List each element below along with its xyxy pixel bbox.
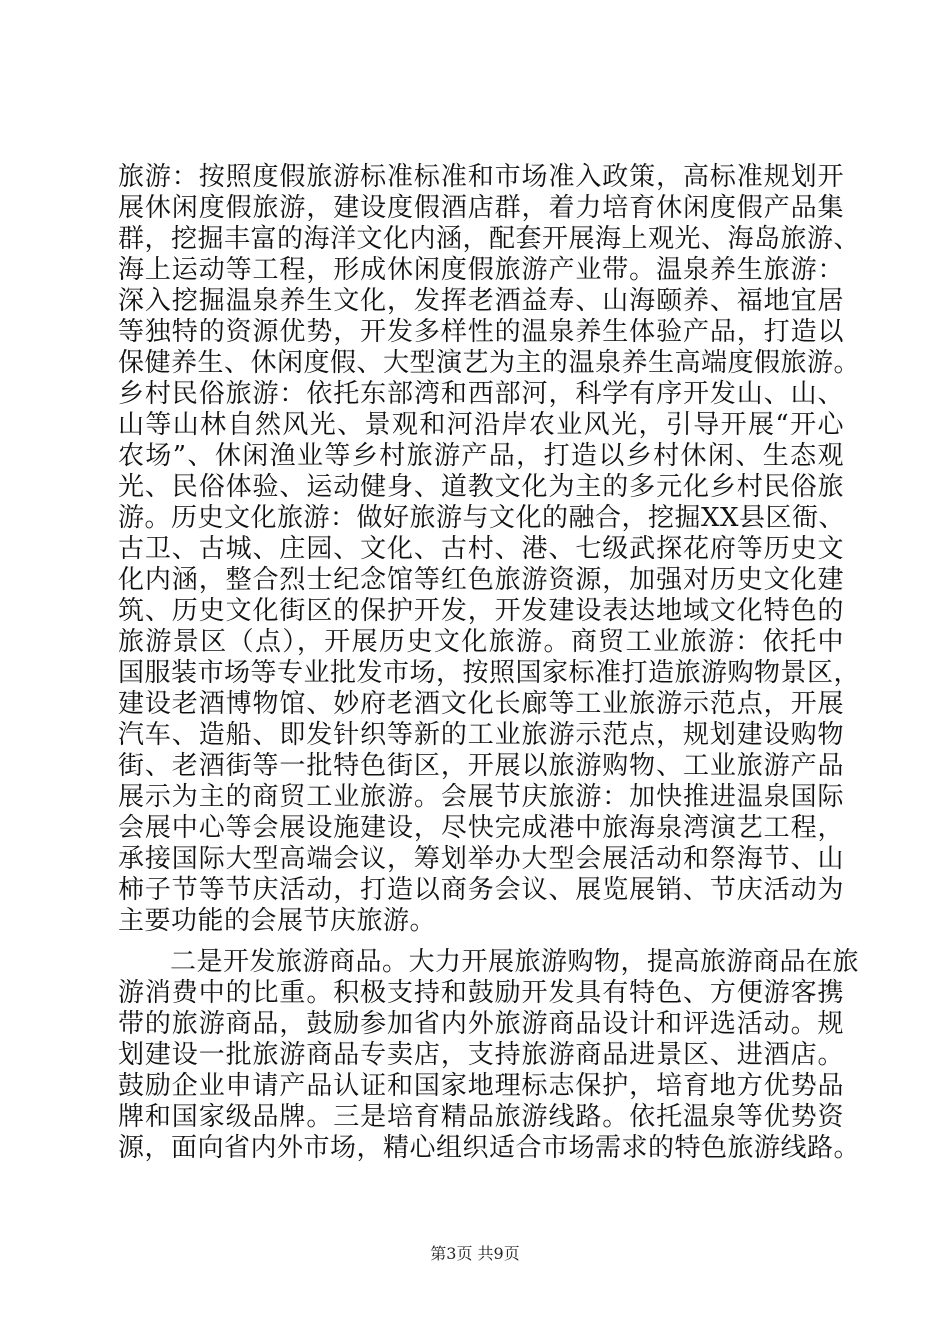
text-line: 牌和国家级品牌。三是培育精品旅游线路。依托温泉等优势资 bbox=[118, 1102, 844, 1132]
text-line: 农场”、休闲渔业等乡村旅游产品，打造以乡村休闲、生态观 bbox=[118, 441, 844, 471]
text-line: 筑、历史文化街区的保护开发，开发建设表达地域文化特色的 bbox=[118, 596, 844, 626]
text-line: 等独特的资源优势，开发多样性的温泉养生体验产品，打造以 bbox=[118, 317, 844, 347]
text-line: 展示为主的商贸工业旅游。会展节庆旅游：加快推进温泉国际 bbox=[118, 782, 844, 812]
text-line: 柿子节等节庆活动，打造以商务会议、展览展销、节庆活动为 bbox=[118, 875, 844, 905]
text-line: 承接国际大型高端会议，筹划举办大型会展活动和祭海节、山 bbox=[118, 844, 844, 874]
paragraph-gap bbox=[118, 937, 844, 947]
text-line: 展休闲度假旅游，建设度假酒店群，着力培育休闲度假产品集 bbox=[118, 193, 844, 223]
text-line: 汽车、造船、即发针织等新的工业旅游示范点，规划建设购物 bbox=[118, 720, 844, 750]
text-line: 保健养生、休闲度假、大型演艺为主的温泉养生高端度假旅游。 bbox=[118, 348, 861, 378]
text-line: 国服装市场等专业批发市场，按照国家标准打造旅游购物景区， bbox=[118, 658, 861, 688]
text-line: 古卫、古城、庄园、文化、古村、港、七级武探花府等历史文 bbox=[118, 534, 844, 564]
text-line: 会展中心等会展设施建设，尽快完成港中旅海泉湾演艺工程， bbox=[118, 813, 844, 843]
text-line: 旅游景区（点），开展历史文化旅游。商贸工业旅游：依托中 bbox=[118, 627, 844, 657]
page-number-footer: 第3页 共9页 bbox=[430, 1244, 520, 1263]
text-line: 主要功能的会展节庆旅游。 bbox=[118, 906, 437, 936]
document-body bbox=[118, 162, 861, 1164]
text-line: 海上运动等工程，形成休闲度假旅游产业带。温泉养生旅游： bbox=[118, 255, 844, 285]
paragraph-1 bbox=[118, 162, 861, 937]
text-line: 源，面向省内外市场，精心组织适合市场需求的特色旅游线路。 bbox=[118, 1133, 861, 1163]
text-line: 群，挖掘丰富的海洋文化内涵，配套开展海上观光、海岛旅游、 bbox=[118, 224, 861, 254]
text-line: 划建设一批旅游商品专卖店，支持旅游商品进景区、进酒店。 bbox=[118, 1040, 844, 1070]
text-line: 旅游：按照度假旅游标准标准和市场准入政策，高标准规划开 bbox=[118, 162, 844, 192]
text-line: 乡村民俗旅游：依托东部湾和西部河，科学有序开发山、山、 bbox=[118, 379, 844, 409]
text-line: 建设老酒博物馆、妙府老酒文化长廊等工业旅游示范点，开展 bbox=[118, 689, 844, 719]
text-line: 游消费中的比重。积极支持和鼓励开发具有特色、方便游客携 bbox=[118, 978, 844, 1008]
text-line: 街、老酒街等一批特色街区，开展以旅游购物、工业旅游产品 bbox=[118, 751, 844, 781]
paragraph-2 bbox=[118, 947, 861, 1164]
text-line: 光、民俗体验、运动健身、道教文化为主的多元化乡村民俗旅 bbox=[118, 472, 844, 502]
text-line: 山等山林自然风光、景观和河沿岸农业风光，引导开展“开心 bbox=[118, 410, 844, 440]
text-line: 鼓励企业申请产品认证和国家地理标志保护，培育地方优势品 bbox=[118, 1071, 844, 1101]
text-line: 二是开发旅游商品。大力开展旅游购物，提高旅游商品在旅 bbox=[170, 947, 860, 977]
text-line: 游。历史文化旅游：做好旅游与文化的融合，挖掘XX县区衙、 bbox=[118, 503, 846, 533]
text-line: 带的旅游商品，鼓励参加省内外旅游商品设计和评选活动。规 bbox=[118, 1009, 844, 1039]
text-line: 深入挖掘温泉养生文化，发挥老酒益寿、山海颐养、福地宜居 bbox=[118, 286, 844, 316]
text-line: 化内涵，整合烈士纪念馆等红色旅游资源，加强对历史文化建 bbox=[118, 565, 844, 595]
